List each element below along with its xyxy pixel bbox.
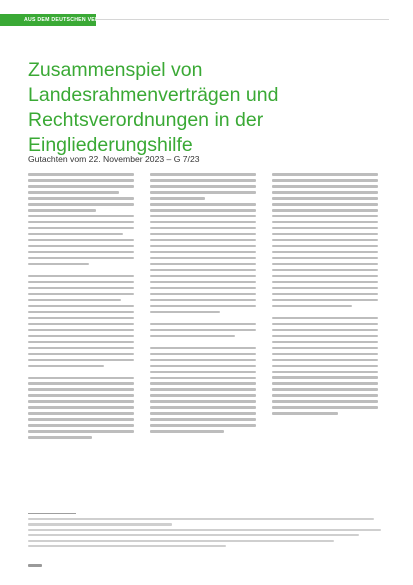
text-line bbox=[28, 233, 123, 236]
text-line bbox=[28, 317, 134, 320]
text-line bbox=[272, 251, 378, 254]
text-line bbox=[28, 377, 134, 380]
text-line bbox=[150, 359, 256, 362]
text-line bbox=[272, 257, 378, 260]
text-line bbox=[28, 347, 134, 350]
text-line bbox=[272, 263, 378, 266]
text-line bbox=[150, 406, 256, 409]
text-line bbox=[28, 394, 134, 397]
text-line bbox=[150, 203, 256, 206]
text-line bbox=[272, 388, 378, 391]
text-line bbox=[28, 311, 134, 314]
text-line bbox=[272, 191, 378, 194]
text-line bbox=[272, 359, 378, 362]
text-line bbox=[150, 347, 256, 350]
text-line bbox=[150, 305, 256, 308]
text-line bbox=[272, 197, 378, 200]
text-line bbox=[272, 371, 378, 374]
text-line bbox=[272, 275, 378, 278]
text-line bbox=[272, 281, 378, 284]
text-line bbox=[150, 239, 256, 242]
text-line bbox=[272, 353, 378, 356]
text-line bbox=[150, 293, 256, 296]
footnote-rule bbox=[28, 513, 76, 514]
text-line bbox=[150, 388, 256, 391]
page-header bbox=[0, 0, 413, 28]
text-line bbox=[28, 365, 104, 368]
text-line bbox=[28, 263, 89, 266]
text-line bbox=[28, 341, 134, 344]
footnote-line bbox=[28, 534, 359, 536]
paragraph-gap bbox=[28, 269, 134, 275]
text-line bbox=[150, 251, 256, 254]
text-line bbox=[272, 245, 378, 248]
text-line bbox=[272, 341, 378, 344]
text-line bbox=[150, 418, 256, 421]
text-line bbox=[28, 257, 134, 260]
text-line bbox=[150, 227, 256, 230]
text-line bbox=[28, 406, 134, 409]
text-line bbox=[150, 179, 256, 182]
text-line bbox=[28, 323, 134, 326]
text-line bbox=[272, 412, 338, 415]
text-line bbox=[28, 275, 134, 278]
footnote-line bbox=[28, 523, 172, 525]
text-line bbox=[28, 209, 96, 212]
text-line bbox=[150, 412, 256, 415]
footnote-line bbox=[28, 545, 226, 547]
paragraph-gap bbox=[150, 341, 256, 347]
text-line bbox=[28, 430, 134, 433]
text-line bbox=[28, 179, 134, 182]
text-line bbox=[28, 329, 134, 332]
text-line bbox=[28, 251, 134, 254]
text-line bbox=[150, 173, 256, 176]
text-line bbox=[272, 233, 378, 236]
text-line bbox=[28, 287, 134, 290]
text-line bbox=[272, 400, 378, 403]
section-tab: AUS DEM DEUTSCHEN VEREIN bbox=[0, 14, 96, 26]
text-line bbox=[272, 239, 378, 242]
text-line bbox=[150, 299, 256, 302]
text-line bbox=[28, 388, 134, 391]
body-column-1 bbox=[28, 173, 134, 513]
text-line bbox=[28, 382, 134, 385]
text-line bbox=[272, 347, 378, 350]
footnote-line bbox=[28, 518, 374, 520]
text-line bbox=[272, 173, 378, 176]
text-line bbox=[28, 293, 134, 296]
text-line bbox=[272, 221, 378, 224]
text-line bbox=[150, 329, 256, 332]
paragraph-gap bbox=[150, 317, 256, 323]
body-column-2 bbox=[150, 173, 256, 513]
text-line bbox=[272, 269, 378, 272]
text-line bbox=[28, 436, 92, 439]
text-line bbox=[28, 197, 134, 200]
text-line bbox=[150, 382, 256, 385]
text-line bbox=[28, 245, 134, 248]
text-line bbox=[28, 227, 134, 230]
text-line bbox=[150, 335, 235, 338]
text-line bbox=[272, 329, 378, 332]
text-line bbox=[272, 365, 378, 368]
text-line bbox=[150, 191, 256, 194]
text-line bbox=[150, 371, 256, 374]
text-line bbox=[28, 305, 134, 308]
text-line bbox=[272, 305, 352, 308]
text-line bbox=[28, 173, 134, 176]
text-line bbox=[28, 203, 134, 206]
text-line bbox=[272, 317, 378, 320]
text-line bbox=[150, 215, 256, 218]
text-line bbox=[150, 185, 256, 188]
text-line bbox=[272, 376, 378, 379]
page-number bbox=[28, 564, 42, 567]
text-line bbox=[150, 287, 256, 290]
text-line bbox=[28, 221, 134, 224]
text-line bbox=[272, 406, 378, 409]
text-line bbox=[272, 185, 378, 188]
text-line bbox=[150, 245, 256, 248]
text-line bbox=[28, 400, 134, 403]
text-line bbox=[272, 287, 378, 290]
text-line bbox=[150, 281, 256, 284]
text-line bbox=[272, 203, 378, 206]
text-line bbox=[272, 394, 378, 397]
text-line bbox=[28, 281, 134, 284]
text-line bbox=[150, 311, 220, 314]
article-subtitle: Gutachten vom 22. November 2023 – G 7/23 bbox=[28, 154, 200, 164]
text-line bbox=[150, 377, 256, 380]
text-line bbox=[150, 197, 205, 200]
text-line bbox=[28, 191, 119, 194]
text-line bbox=[28, 424, 134, 427]
text-line bbox=[272, 323, 378, 326]
text-line bbox=[150, 269, 256, 272]
text-line bbox=[150, 394, 256, 397]
text-line bbox=[272, 179, 378, 182]
text-line bbox=[272, 382, 378, 385]
text-line bbox=[150, 323, 256, 326]
text-line bbox=[28, 215, 134, 218]
paragraph-gap bbox=[272, 311, 378, 317]
footnotes bbox=[28, 518, 388, 550]
text-line bbox=[150, 263, 256, 266]
text-line bbox=[28, 335, 134, 338]
text-line bbox=[28, 185, 134, 188]
header-rule bbox=[96, 19, 389, 20]
text-line bbox=[28, 353, 134, 356]
article-title: Zusammenspiel von Landesrahmenverträgen und Rechtsverordnungen in der Eingliederungshilfe bbox=[28, 59, 279, 156]
text-line bbox=[28, 239, 134, 242]
paragraph-gap bbox=[28, 371, 134, 377]
text-line bbox=[272, 293, 378, 296]
text-line bbox=[28, 359, 134, 362]
body-column-3 bbox=[272, 173, 378, 513]
footnote-line bbox=[28, 540, 334, 542]
text-line bbox=[272, 209, 378, 212]
text-line bbox=[150, 400, 256, 403]
footnote-line bbox=[28, 529, 381, 531]
text-line bbox=[272, 335, 378, 338]
text-line bbox=[28, 299, 121, 302]
text-line bbox=[272, 299, 378, 302]
text-line bbox=[150, 275, 256, 278]
text-line bbox=[150, 365, 256, 368]
text-line bbox=[150, 424, 256, 427]
text-line bbox=[150, 430, 224, 433]
text-line bbox=[150, 257, 256, 260]
text-line bbox=[150, 209, 256, 212]
text-line bbox=[28, 412, 134, 415]
text-line bbox=[272, 227, 378, 230]
text-line bbox=[150, 353, 256, 356]
text-line bbox=[272, 215, 378, 218]
text-line bbox=[150, 221, 256, 224]
text-line bbox=[28, 418, 134, 421]
text-line bbox=[150, 233, 256, 236]
